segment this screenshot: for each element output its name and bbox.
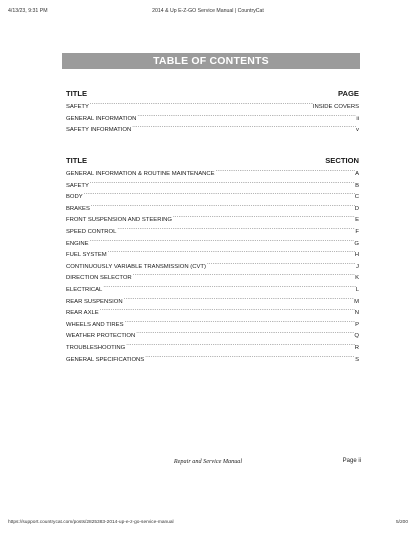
toc-entry-ref: Q — [354, 333, 359, 340]
toc-entry-title: GENERAL INFORMATION — [66, 115, 137, 122]
toc-entry — [66, 261, 359, 273]
toc-entry-ref: B — [355, 182, 359, 189]
sections-section — [66, 156, 359, 365]
toc-entry-title: REAR AXLE — [66, 310, 99, 317]
toc-entry-title: SAFETY — [66, 104, 89, 110]
front-matter-head-left: TITLE — [66, 89, 88, 98]
toc-entry — [66, 214, 359, 226]
toc-entry — [66, 168, 359, 180]
toc-entry-ref: M — [354, 298, 359, 305]
toc-entry-ref: N — [354, 310, 359, 317]
toc-entry-ref: J — [356, 263, 359, 270]
sections-header — [66, 156, 359, 168]
print-url: https://support.countrycat.com/posts/2825383-2014-up-e-z-go-service-manual — [8, 520, 174, 525]
toc-entry-title: WHEELS AND TIRES — [66, 321, 124, 328]
toc-entry — [66, 307, 359, 319]
front-matter-list — [66, 101, 359, 136]
toc-entry-ref: INSIDE COVERS — [312, 104, 359, 110]
toc-entry-title: BODY — [66, 194, 83, 201]
toc-entry-ref: R — [354, 344, 359, 351]
toc-leader-dots — [215, 168, 355, 175]
toc-entry-ref: A — [355, 171, 359, 177]
toc-leader-dots — [144, 354, 355, 361]
toc-entry-title: ENGINE — [66, 240, 89, 247]
toc-title: TABLE OF CONTENTS — [153, 55, 269, 67]
toc-entry — [66, 180, 359, 192]
toc-entry — [66, 319, 359, 331]
toc-leader-dots — [172, 214, 355, 221]
toc-leader-dots — [89, 180, 355, 187]
toc-entry — [66, 226, 359, 238]
toc-entry-ref: K — [355, 275, 359, 282]
toc-leader-dots — [206, 261, 356, 268]
toc-entry-ref: v — [356, 127, 359, 134]
toc-entry-ref: S — [355, 356, 359, 363]
toc-entry-title: CONTINUOUSLY VARIABLE TRANSMISSION (CVT) — [66, 263, 206, 270]
toc-leader-dots — [125, 342, 354, 349]
print-datetime: 4/13/23, 9:31 PM — [8, 8, 48, 14]
toc-entry-ref: L — [355, 286, 359, 293]
toc-entry — [66, 101, 359, 113]
toc-entry-title: GENERAL INFORMATION & ROUTINE MAINTENANCE — [66, 171, 215, 177]
toc-leader-dots — [136, 113, 356, 120]
toc-entry-ref: H — [354, 252, 359, 259]
manual-name: Repair and Service Manual — [173, 458, 243, 465]
toc-entry — [66, 284, 359, 296]
toc-leader-dots — [131, 124, 356, 131]
toc-entry — [66, 203, 359, 215]
toc-entry-title: WEATHER PROTECTION — [66, 333, 136, 340]
toc-entry-title: DIRECTION SELECTOR — [66, 275, 132, 282]
toc-entry-title: SAFETY INFORMATION — [66, 127, 132, 134]
toc-leader-dots — [89, 101, 313, 108]
print-doc-title: 2014 & Up E-Z-GO Service Manual | CountryCat — [152, 8, 264, 14]
toc-entry-ref: E — [355, 217, 359, 224]
toc-entry — [66, 124, 359, 136]
toc-entry — [66, 342, 359, 354]
toc-entry-ref: C — [354, 194, 359, 201]
toc-entry-title: FUEL SYSTEM — [66, 252, 107, 259]
toc-leader-dots — [83, 191, 355, 198]
toc-banner — [62, 53, 360, 69]
toc-leader-dots — [124, 319, 356, 326]
toc-entry-title: SAFETY — [66, 182, 89, 189]
toc-leader-dots — [107, 249, 355, 256]
toc-leader-dots — [132, 272, 355, 279]
sections-list — [66, 168, 359, 365]
print-header — [8, 8, 408, 18]
toc-entry-ref: F — [355, 228, 359, 235]
toc-entry-ref: D — [354, 205, 359, 212]
front-matter-header — [66, 89, 359, 101]
toc-entry-ref: ii — [356, 115, 359, 122]
toc-entry-ref: G — [354, 240, 359, 247]
toc-entry-title: GENERAL SPECIFICATIONS — [66, 356, 145, 363]
toc-entry — [66, 249, 359, 261]
toc-leader-dots — [90, 203, 355, 210]
toc-entry-ref: P — [355, 321, 359, 328]
toc-leader-dots — [102, 284, 355, 291]
print-footer — [8, 520, 408, 530]
toc-entry-title: FRONT SUSPENSION AND STEERING — [66, 217, 172, 224]
front-matter-head-right: PAGE — [338, 89, 359, 98]
toc-entry-title: ELECTRICAL — [66, 286, 103, 293]
toc-entry — [66, 330, 359, 342]
sections-head-right: SECTION — [325, 156, 359, 165]
toc-leader-dots — [89, 238, 355, 245]
toc-leader-dots — [116, 226, 355, 233]
toc-leader-dots — [123, 296, 354, 303]
toc-entry-title: SPEED CONTROL — [66, 228, 117, 235]
toc-entry — [66, 238, 359, 250]
toc-entry — [66, 272, 359, 284]
toc-entry-title: TROUBLESHOOTING — [66, 344, 126, 351]
toc-entry — [66, 296, 359, 308]
toc-entry — [66, 191, 359, 203]
toc-entry-title: REAR SUSPENSION — [66, 298, 123, 305]
toc-leader-dots — [99, 307, 355, 314]
toc-entry — [66, 354, 359, 366]
page-label: Page ii — [342, 458, 361, 464]
sections-head-left: TITLE — [66, 156, 88, 165]
toc-entry-title: BRAKES — [66, 205, 90, 212]
toc-leader-dots — [135, 330, 354, 337]
toc-entry — [66, 113, 359, 125]
front-matter-section — [66, 89, 359, 136]
print-page-count: 5/200 — [395, 520, 408, 525]
